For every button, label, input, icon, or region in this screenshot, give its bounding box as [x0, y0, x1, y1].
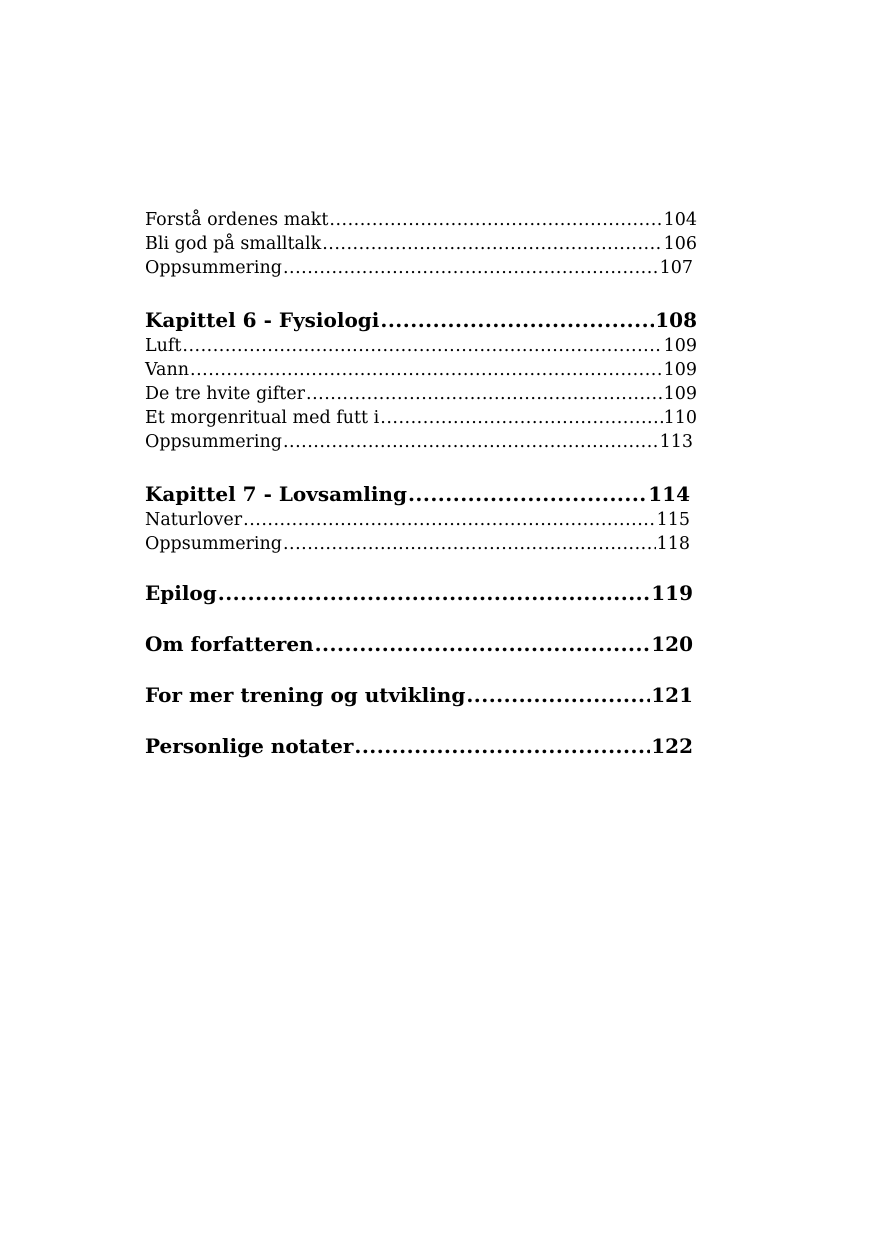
- toc-entry[interactable]: [145, 406, 697, 430]
- dot-leader: [380, 406, 662, 430]
- dot-leader: [322, 232, 662, 256]
- dot-leader: [243, 508, 655, 532]
- toc-entry[interactable]: [145, 232, 697, 256]
- dot-leader: [354, 732, 650, 760]
- toc-notes-entry[interactable]: [145, 732, 693, 760]
- toc-entry-title: Oppsummering: [145, 432, 282, 452]
- dot-leader: [283, 532, 656, 556]
- dot-leader: [283, 256, 659, 280]
- toc-entry-title: Forstå ordenes makt: [145, 210, 329, 230]
- toc-entry-page: 118: [656, 534, 690, 554]
- toc-entry[interactable]: [145, 256, 693, 280]
- toc-entry-title: Oppsummering: [145, 534, 282, 554]
- dot-leader: [380, 306, 654, 334]
- toc-major-title: Om forfatteren: [145, 632, 314, 656]
- toc-chapter-title: Kapittel 6 - Fysiologi: [145, 308, 380, 332]
- toc-entry-title: De tre hvite gifter: [145, 384, 306, 404]
- dot-leader: [283, 430, 659, 454]
- toc-major-title: Personlige notater: [145, 734, 354, 758]
- toc-chapter-page: 114: [648, 482, 690, 506]
- dot-leader: [408, 480, 647, 508]
- toc-entry-page: 106: [663, 234, 697, 254]
- toc-entry-page: 109: [663, 336, 697, 356]
- toc-entry[interactable]: [145, 382, 697, 406]
- toc-chapter-page: 108: [655, 308, 697, 332]
- toc-entry-page: 107: [659, 258, 693, 278]
- toc-entry-title: Naturlover: [145, 510, 243, 530]
- toc-entry-page: 110: [663, 408, 697, 428]
- toc-major-page: 122: [651, 734, 693, 758]
- dot-leader: [306, 382, 663, 406]
- toc-entry-page: 109: [663, 384, 697, 404]
- table-of-contents: [145, 208, 705, 760]
- toc-entry-title: Oppsummering: [145, 258, 282, 278]
- toc-entry[interactable]: [145, 508, 690, 532]
- dot-leader: [315, 630, 651, 658]
- toc-entry-title: Bli god på smalltalk: [145, 234, 322, 254]
- toc-epilog-entry[interactable]: [145, 579, 693, 607]
- toc-entry-page: 109: [663, 360, 697, 380]
- toc-chapter-entry[interactable]: [145, 480, 690, 508]
- toc-entry-page: 115: [656, 510, 690, 530]
- toc-entry[interactable]: [145, 334, 697, 358]
- toc-entry-page: 113: [659, 432, 693, 452]
- toc-entry[interactable]: [145, 430, 693, 454]
- toc-training-entry[interactable]: [145, 681, 693, 709]
- dot-leader: [218, 579, 651, 607]
- dot-leader: [190, 358, 663, 382]
- toc-entry-title: Vann: [145, 360, 190, 380]
- toc-entry[interactable]: [145, 358, 697, 382]
- toc-major-page: 121: [651, 683, 693, 707]
- toc-major-page: 119: [651, 581, 693, 605]
- toc-major-title: For mer trening og utvikling: [145, 683, 466, 707]
- toc-entry-title: Et morgenritual med futt i: [145, 408, 380, 428]
- dot-leader: [466, 681, 650, 709]
- toc-entry[interactable]: [145, 532, 690, 556]
- toc-major-page: 120: [651, 632, 693, 656]
- dot-leader: [329, 208, 662, 232]
- toc-entry-page: 104: [663, 210, 697, 230]
- toc-major-title: Epilog: [145, 581, 217, 605]
- toc-chapter-title: Kapittel 7 - Lovsamling: [145, 482, 407, 506]
- toc-entry-title: Luft: [145, 336, 182, 356]
- dot-leader: [182, 334, 662, 358]
- toc-author-entry[interactable]: [145, 630, 693, 658]
- toc-entry[interactable]: [145, 208, 697, 232]
- toc-chapter-entry[interactable]: [145, 306, 697, 334]
